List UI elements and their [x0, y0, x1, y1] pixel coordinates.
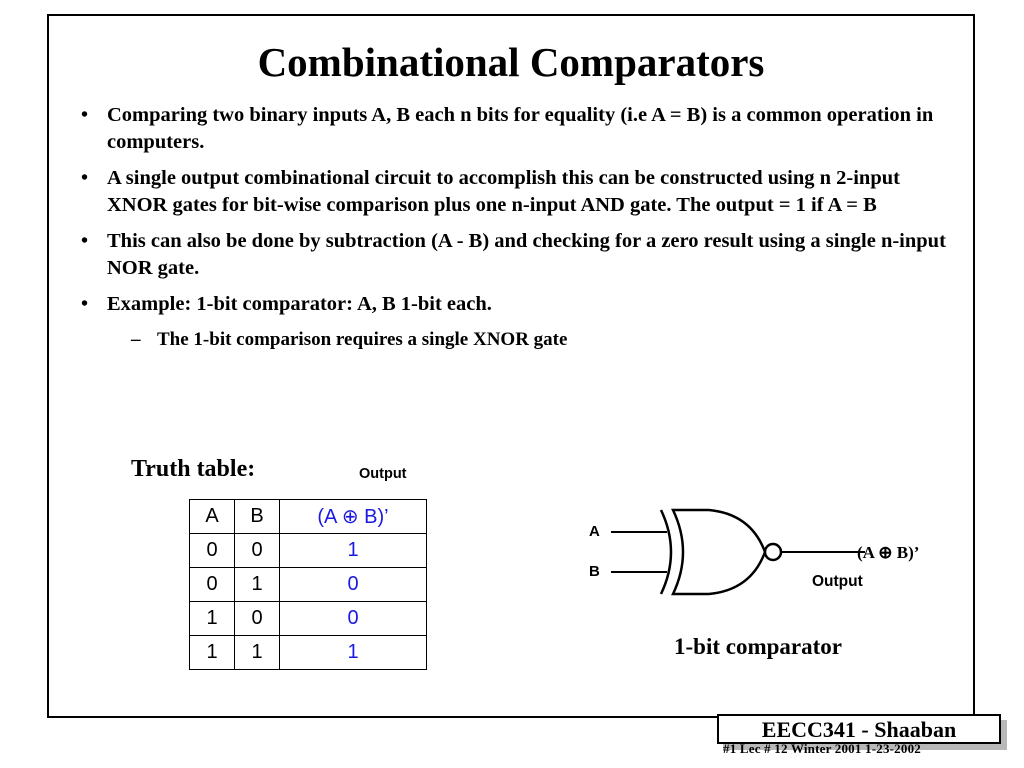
- table-row: [190, 636, 427, 670]
- list-item: [73, 228, 973, 282]
- cell-b: 1: [235, 636, 280, 670]
- cell-a: 1: [190, 636, 235, 670]
- table-row: [190, 534, 427, 568]
- diagram-input-a-label: A: [589, 523, 600, 540]
- bullet-text: A single output combinational circuit to accomplish this can be constructed using n 2-input XNOR gates for bit-wise comparison plus one n-input AND gate. The output = 1 if A = B: [107, 167, 900, 216]
- truth-table-caption: Truth table:: [131, 456, 256, 482]
- cell-b: 1: [235, 568, 280, 602]
- sub-list-item: [131, 327, 973, 353]
- slide-frame: [47, 14, 975, 742]
- bullet-list: [49, 102, 973, 353]
- bullet-marker: •: [81, 167, 89, 189]
- cell-b: 0: [235, 534, 280, 568]
- xnor-gate-diagram: [569, 496, 939, 696]
- diagram-output-label: Output: [812, 573, 863, 590]
- bullet-text: Comparing two binary inputs A, B each n bits for equality (i.e A = B) is a common operation in computers.: [107, 104, 934, 153]
- list-item: [73, 102, 973, 156]
- page-title: Combinational Comparators: [257, 39, 765, 85]
- bullet-text: Example: 1-bit comparator: A, B 1-bit each.: [107, 293, 492, 315]
- badge-label: EECC341 - Shaaban: [717, 714, 1001, 744]
- cell-output: 1: [280, 534, 427, 568]
- cell-b: 0: [235, 602, 280, 636]
- column-header-b: B: [235, 500, 280, 534]
- column-header-a: A: [190, 500, 235, 534]
- table-row: [190, 568, 427, 602]
- list-item: [73, 291, 973, 318]
- truth-table-output-label: Output: [359, 466, 407, 482]
- list-item: [73, 165, 973, 219]
- cell-a: 0: [190, 568, 235, 602]
- cell-a: 1: [190, 602, 235, 636]
- cell-output: 1: [280, 636, 427, 670]
- column-header-output: (A ⊕ B)’: [280, 500, 427, 534]
- xnor-gate-icon: [569, 496, 939, 636]
- diagram-output-expression: (A ⊕ B)’: [857, 543, 920, 562]
- footer-info: #1 Lec # 12 Winter 2001 1-23-2002: [723, 741, 921, 756]
- bullet-marker: •: [81, 293, 89, 315]
- sub-bullet-text: The 1-bit comparison requires a single XNOR gate: [157, 329, 568, 350]
- bullet-marker: •: [81, 104, 89, 126]
- truth-table: [189, 499, 427, 670]
- cell-output: 0: [280, 602, 427, 636]
- dash-marker: –: [131, 329, 141, 350]
- diagram-input-b-label: B: [589, 563, 600, 580]
- bullet-marker: •: [81, 230, 89, 252]
- bullet-text: This can also be done by subtraction (A - B) and checking for a zero result using a single n-input NOR gate.: [107, 230, 946, 279]
- table-row: [190, 602, 427, 636]
- table-header-row: [190, 500, 427, 534]
- cell-output: 0: [280, 568, 427, 602]
- cell-a: 0: [190, 534, 235, 568]
- diagram-caption: 1-bit comparator: [674, 634, 842, 659]
